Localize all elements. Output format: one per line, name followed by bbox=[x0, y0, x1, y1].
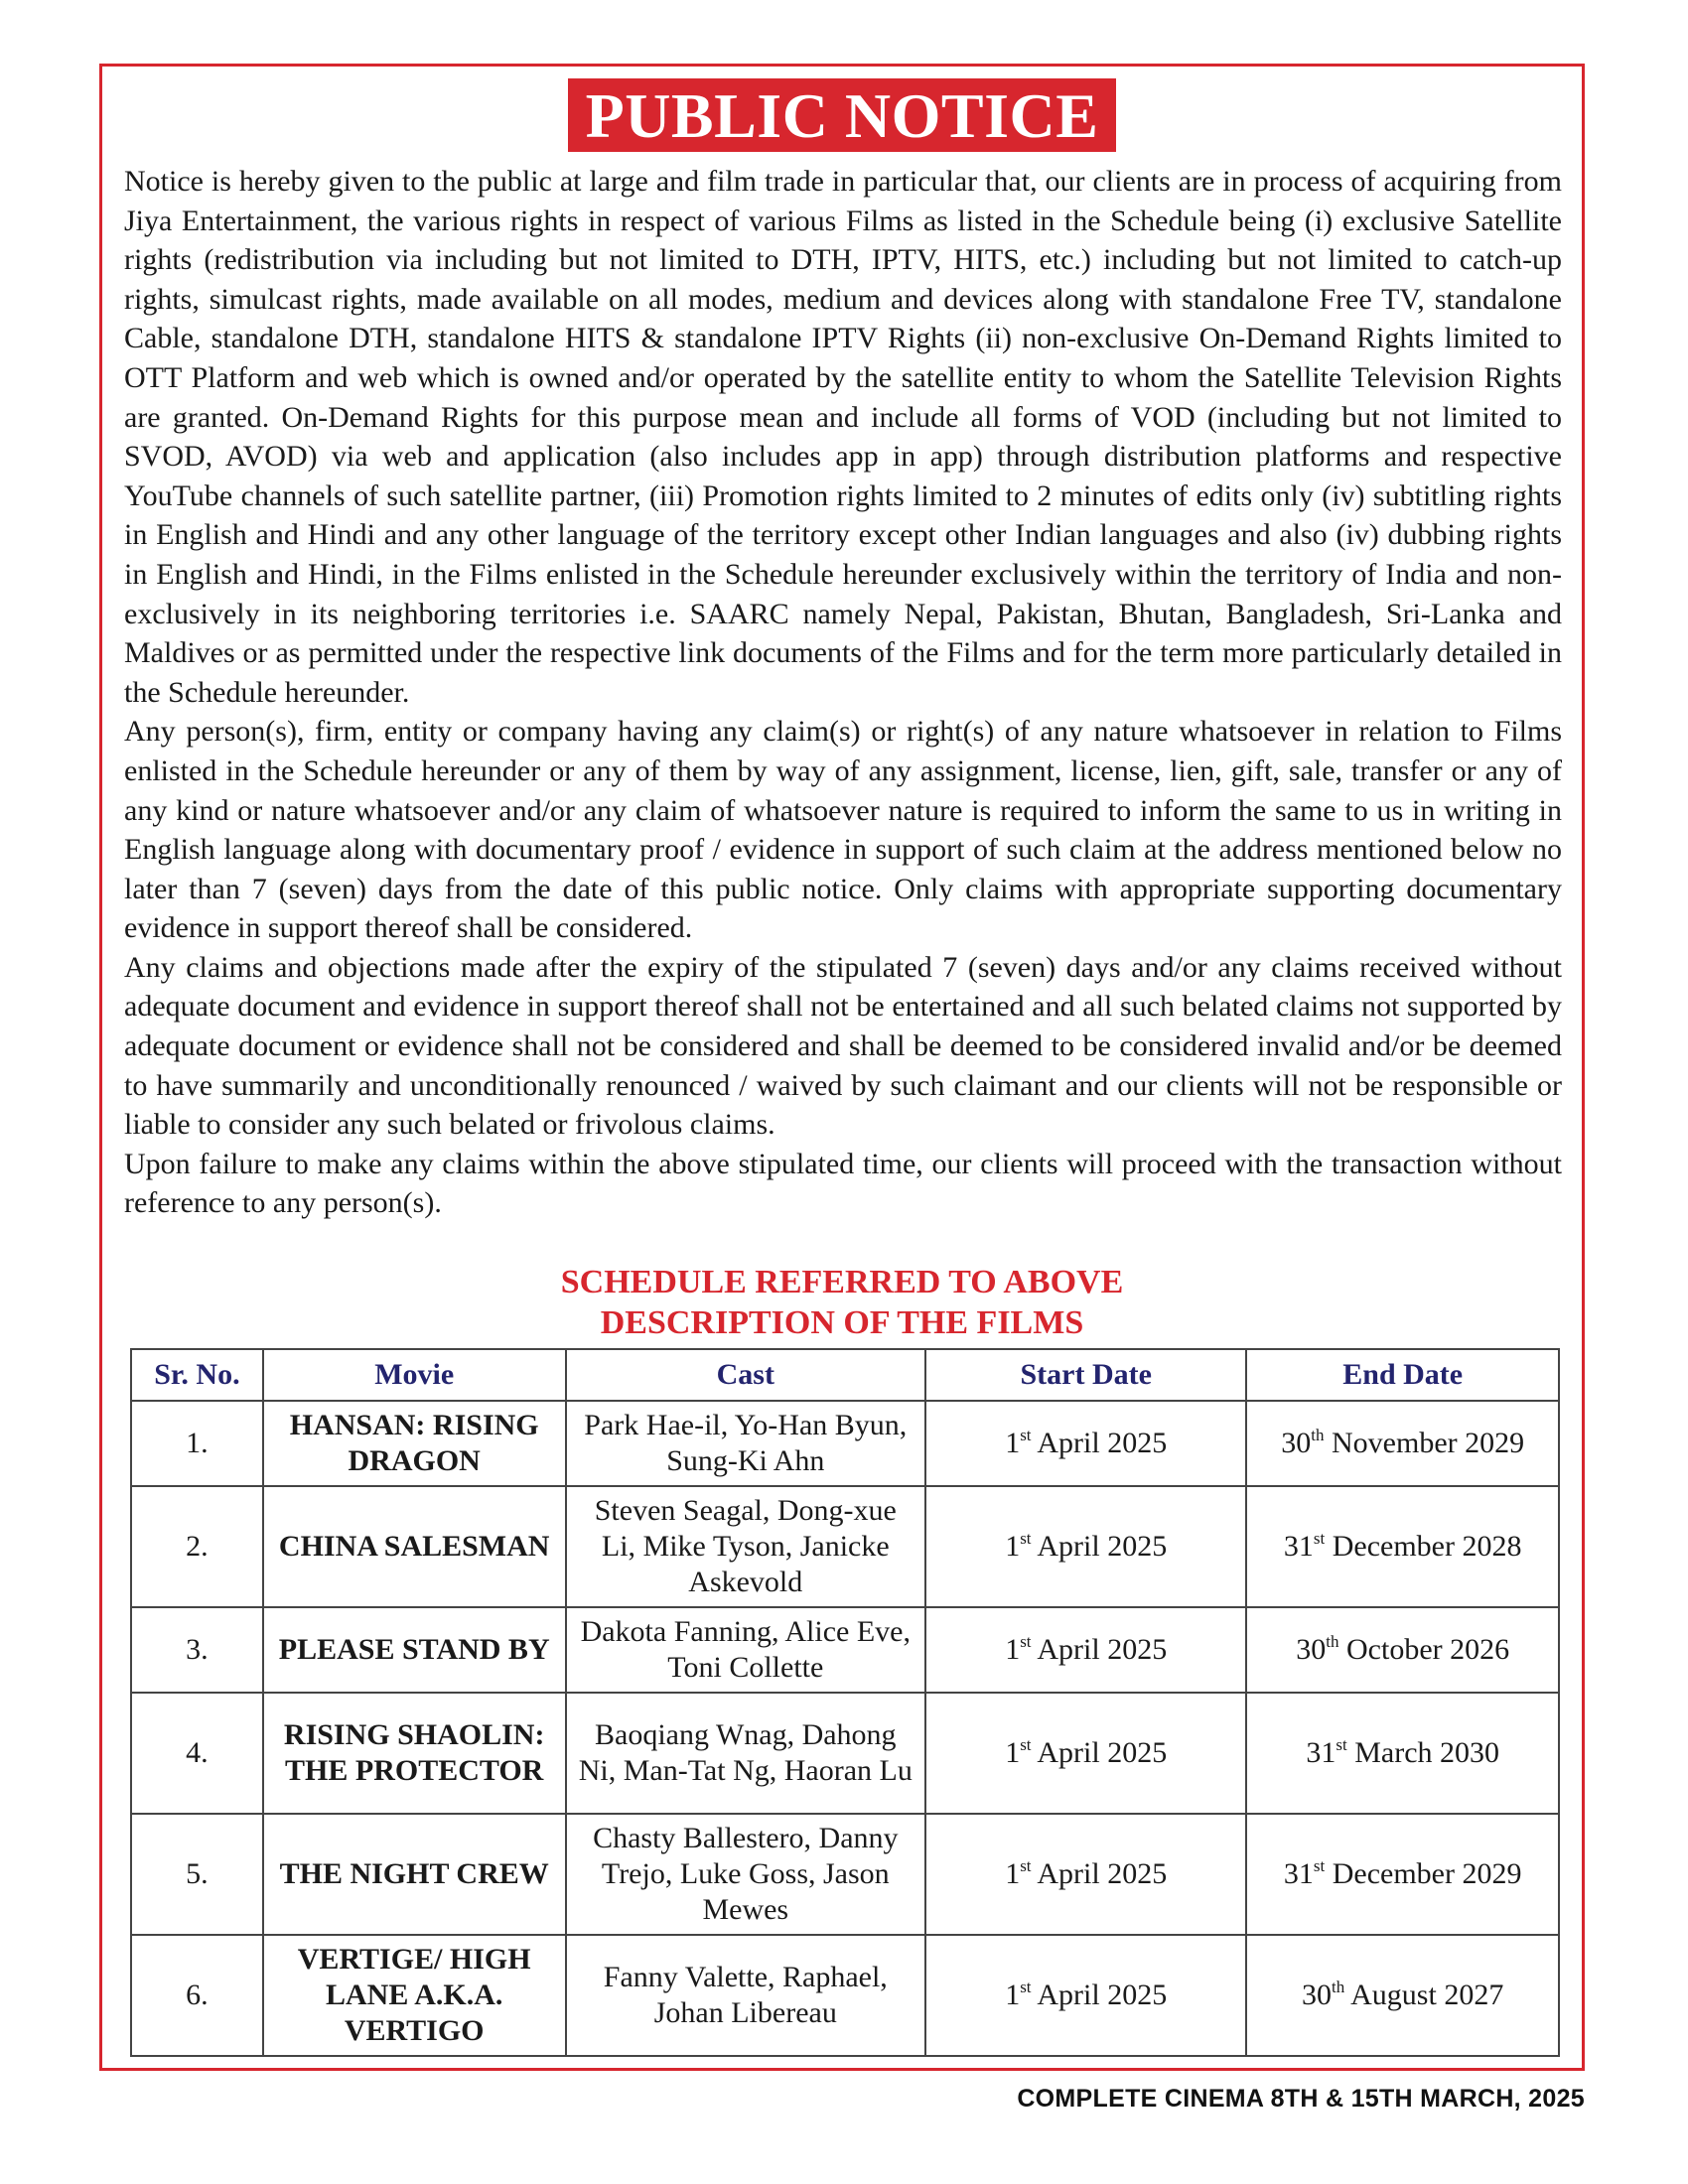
cell-start-date bbox=[925, 1607, 1246, 1693]
cell-end-date bbox=[1246, 1486, 1559, 1607]
date-day: 1 bbox=[1005, 1427, 1021, 1459]
date-day: 1 bbox=[1005, 1530, 1021, 1563]
header-cast: Cast bbox=[566, 1349, 925, 1401]
notice-paragraph: Any claims and objections made after the expiry of the stipulated 7 (seven) days and/or any claims received without adequate document and evidence in support thereof shall not be entertained and all such belated claims not supported by adequate document or evidence shall not be considered and shall be deemed to be considered invalid and/or be deemed to have summarily and unconditionally renounced / waived by such claimant and our clients will not be responsible or liable to consider any such belated or frivolous claims. bbox=[124, 950, 1562, 1142]
cell-sr: 6. bbox=[131, 1935, 263, 2056]
notice-paragraph: Upon failure to make any claims within the above stipulated time, our clients will proceed with the transaction without reference to any person(s). bbox=[124, 1147, 1562, 1220]
date-day: 30 bbox=[1281, 1427, 1312, 1459]
date-rest: April 2025 bbox=[1037, 1979, 1168, 2011]
cell-end-date bbox=[1246, 1607, 1559, 1693]
notice-body bbox=[124, 162, 1562, 1223]
date-day: 1 bbox=[1005, 1736, 1021, 1769]
cell-cast: Chasty Ballestero, Danny Trejo, Luke Goss, Jason Mewes bbox=[566, 1814, 925, 1935]
date-rest: April 2025 bbox=[1037, 1857, 1168, 1890]
date-day: 31 bbox=[1306, 1736, 1336, 1769]
date-suffix: th bbox=[1311, 1426, 1325, 1444]
cell-start-date bbox=[925, 1935, 1246, 2056]
date-rest: April 2025 bbox=[1037, 1736, 1168, 1769]
films-table bbox=[130, 1348, 1560, 2057]
date-day: 1 bbox=[1005, 1857, 1021, 1890]
cell-cast: Fanny Valette, Raphael, Johan Libereau bbox=[566, 1935, 925, 2056]
date-suffix: st bbox=[1336, 1735, 1347, 1754]
table-header-row bbox=[131, 1349, 1559, 1401]
date-rest: April 2025 bbox=[1037, 1427, 1168, 1459]
date-day: 1 bbox=[1005, 1633, 1021, 1666]
header-movie: Movie bbox=[263, 1349, 566, 1401]
date-suffix: th bbox=[1326, 1632, 1339, 1651]
cell-movie: RISING SHAOLIN: THE PROTECTOR bbox=[263, 1693, 566, 1814]
notice-paragraph: Any person(s), firm, entity or company having any claim(s) or right(s) of any nature whatsoever in relation to Films enlisted in the Schedule hereunder or any of them by way of any assignment, license, lien, gift, sale, transfer or any of any kind or nature whatsoever and/or any claim of whatsoever nature is required to inform the same to us in writing in English language along with documentary proof / evidence in support of such claim at the address mentioned below no later than 7 (seven) days from the date of this public notice. Only claims with appropriate supporting documentary evidence in support thereof shall be considered. bbox=[124, 715, 1562, 945]
cell-cast: Park Hae-il, Yo-Han Byun, Sung-Ki Ahn bbox=[566, 1401, 925, 1486]
cell-sr: 1. bbox=[131, 1401, 263, 1486]
publication-footer: COMPLETE CINEMA 8TH & 15TH MARCH, 2025 bbox=[1017, 2085, 1585, 2113]
date-day: 30 bbox=[1296, 1633, 1327, 1666]
cell-end-date bbox=[1246, 1935, 1559, 2056]
schedule-heading-1: SCHEDULE REFERRED TO ABOVE bbox=[560, 1264, 1124, 1300]
notice-frame bbox=[99, 64, 1585, 2071]
cell-start-date bbox=[925, 1693, 1246, 1814]
cell-sr: 2. bbox=[131, 1486, 263, 1607]
date-suffix: st bbox=[1313, 1529, 1326, 1548]
date-day: 31 bbox=[1283, 1530, 1314, 1563]
cell-start-date bbox=[925, 1401, 1246, 1486]
date-rest: November 2029 bbox=[1332, 1427, 1525, 1459]
cell-sr: 5. bbox=[131, 1814, 263, 1935]
date-day: 31 bbox=[1283, 1857, 1314, 1890]
date-rest: August 2027 bbox=[1350, 1979, 1504, 2011]
date-rest: March 2030 bbox=[1354, 1736, 1500, 1769]
date-rest: April 2025 bbox=[1037, 1633, 1168, 1666]
date-day: 1 bbox=[1005, 1979, 1021, 2011]
cell-movie: VERTIGE/ HIGH LANE A.K.A. VERTIGO bbox=[263, 1935, 566, 2056]
cell-movie: PLEASE STAND BY bbox=[263, 1607, 566, 1693]
date-suffix: st bbox=[1313, 1856, 1326, 1875]
date-suffix: st bbox=[1020, 1978, 1032, 1996]
table-row bbox=[131, 1486, 1559, 1607]
table-row bbox=[131, 1693, 1559, 1814]
table-row bbox=[131, 1814, 1559, 1935]
date-suffix: st bbox=[1020, 1632, 1032, 1651]
title-wrap bbox=[102, 78, 1582, 152]
cell-sr: 3. bbox=[131, 1607, 263, 1693]
notice-title: PUBLIC NOTICE bbox=[568, 78, 1117, 152]
date-suffix: st bbox=[1020, 1529, 1032, 1548]
schedule-heading-2: DESCRIPTION OF THE FILMS bbox=[600, 1304, 1084, 1341]
header-start-date: Start Date bbox=[925, 1349, 1246, 1401]
cell-end-date bbox=[1246, 1401, 1559, 1486]
cell-start-date bbox=[925, 1814, 1246, 1935]
table-row bbox=[131, 1607, 1559, 1693]
cell-end-date bbox=[1246, 1693, 1559, 1814]
table-row bbox=[131, 1935, 1559, 2056]
date-suffix: st bbox=[1020, 1856, 1032, 1875]
date-suffix: th bbox=[1332, 1978, 1345, 1996]
cell-movie: THE NIGHT CREW bbox=[263, 1814, 566, 1935]
cell-cast: Steven Seagal, Dong-xue Li, Mike Tyson, Janicke Askevold bbox=[566, 1486, 925, 1607]
table-row bbox=[131, 1401, 1559, 1486]
cell-sr: 4. bbox=[131, 1693, 263, 1814]
cell-movie: HANSAN: RISING DRAGON bbox=[263, 1401, 566, 1486]
notice-paragraph: Notice is hereby given to the public at large and film trade in particular that, our clients are in process of acquiring from Jiya Entertainment, the various rights in respect of various Films as listed in the Schedule being (i) exclusive Satellite rights (redistribution via including but not limited to DTH, IPTV, HITS, etc.) including but not limited to catch-up rights, simulcast rights, made available on all modes, medium and devices along with standalone Free TV, standalone Cable, standalone DTH, standalone HITS & standalone IPTV Rights (ii) non-exclusive On-Demand Rights limited to OTT Platform and web which is owned and/or operated by the satellite entity to whom the Satellite Television Rights are granted. On-Demand Rights for this purpose mean and include all forms of VOD (including but not limited to SVOD, AVOD) via web and application (also includes app in app) through distribution platforms and respective YouTube channels of such satellite partner, (iii) Promotion rights limited to 2 minutes of edits only (iv) subtitling rights in English and Hindi and any other language of the territory except other Indian languages and also (iv) dubbing rights in English and Hindi, in the Films enlisted in the Schedule hereunder exclusively within the territory of India and non-exclusively in its neighboring territories i.e. SAARC namely Nepal, Pakistan, Bhutan, Bangladesh, Sri-Lanka and Maldives or as permitted under the respective link documents of the Films and for the term more particularly detailed in the Schedule hereunder. bbox=[124, 165, 1562, 709]
cell-movie: CHINA SALESMAN bbox=[263, 1486, 566, 1607]
date-suffix: st bbox=[1020, 1426, 1032, 1444]
cell-cast: Dakota Fanning, Alice Eve, Toni Collette bbox=[566, 1607, 925, 1693]
cell-end-date bbox=[1246, 1814, 1559, 1935]
date-suffix: st bbox=[1020, 1735, 1032, 1754]
date-rest: December 2029 bbox=[1332, 1857, 1522, 1890]
date-rest: April 2025 bbox=[1037, 1530, 1168, 1563]
header-end-date: End Date bbox=[1246, 1349, 1559, 1401]
cell-cast: Baoqiang Wnag, Dahong Ni, Man-Tat Ng, Haoran Lu bbox=[566, 1693, 925, 1814]
date-rest: December 2028 bbox=[1332, 1530, 1522, 1563]
header-sr-no: Sr. No. bbox=[131, 1349, 263, 1401]
cell-start-date bbox=[925, 1486, 1246, 1607]
date-rest: October 2026 bbox=[1346, 1633, 1510, 1666]
date-day: 30 bbox=[1302, 1979, 1333, 2011]
